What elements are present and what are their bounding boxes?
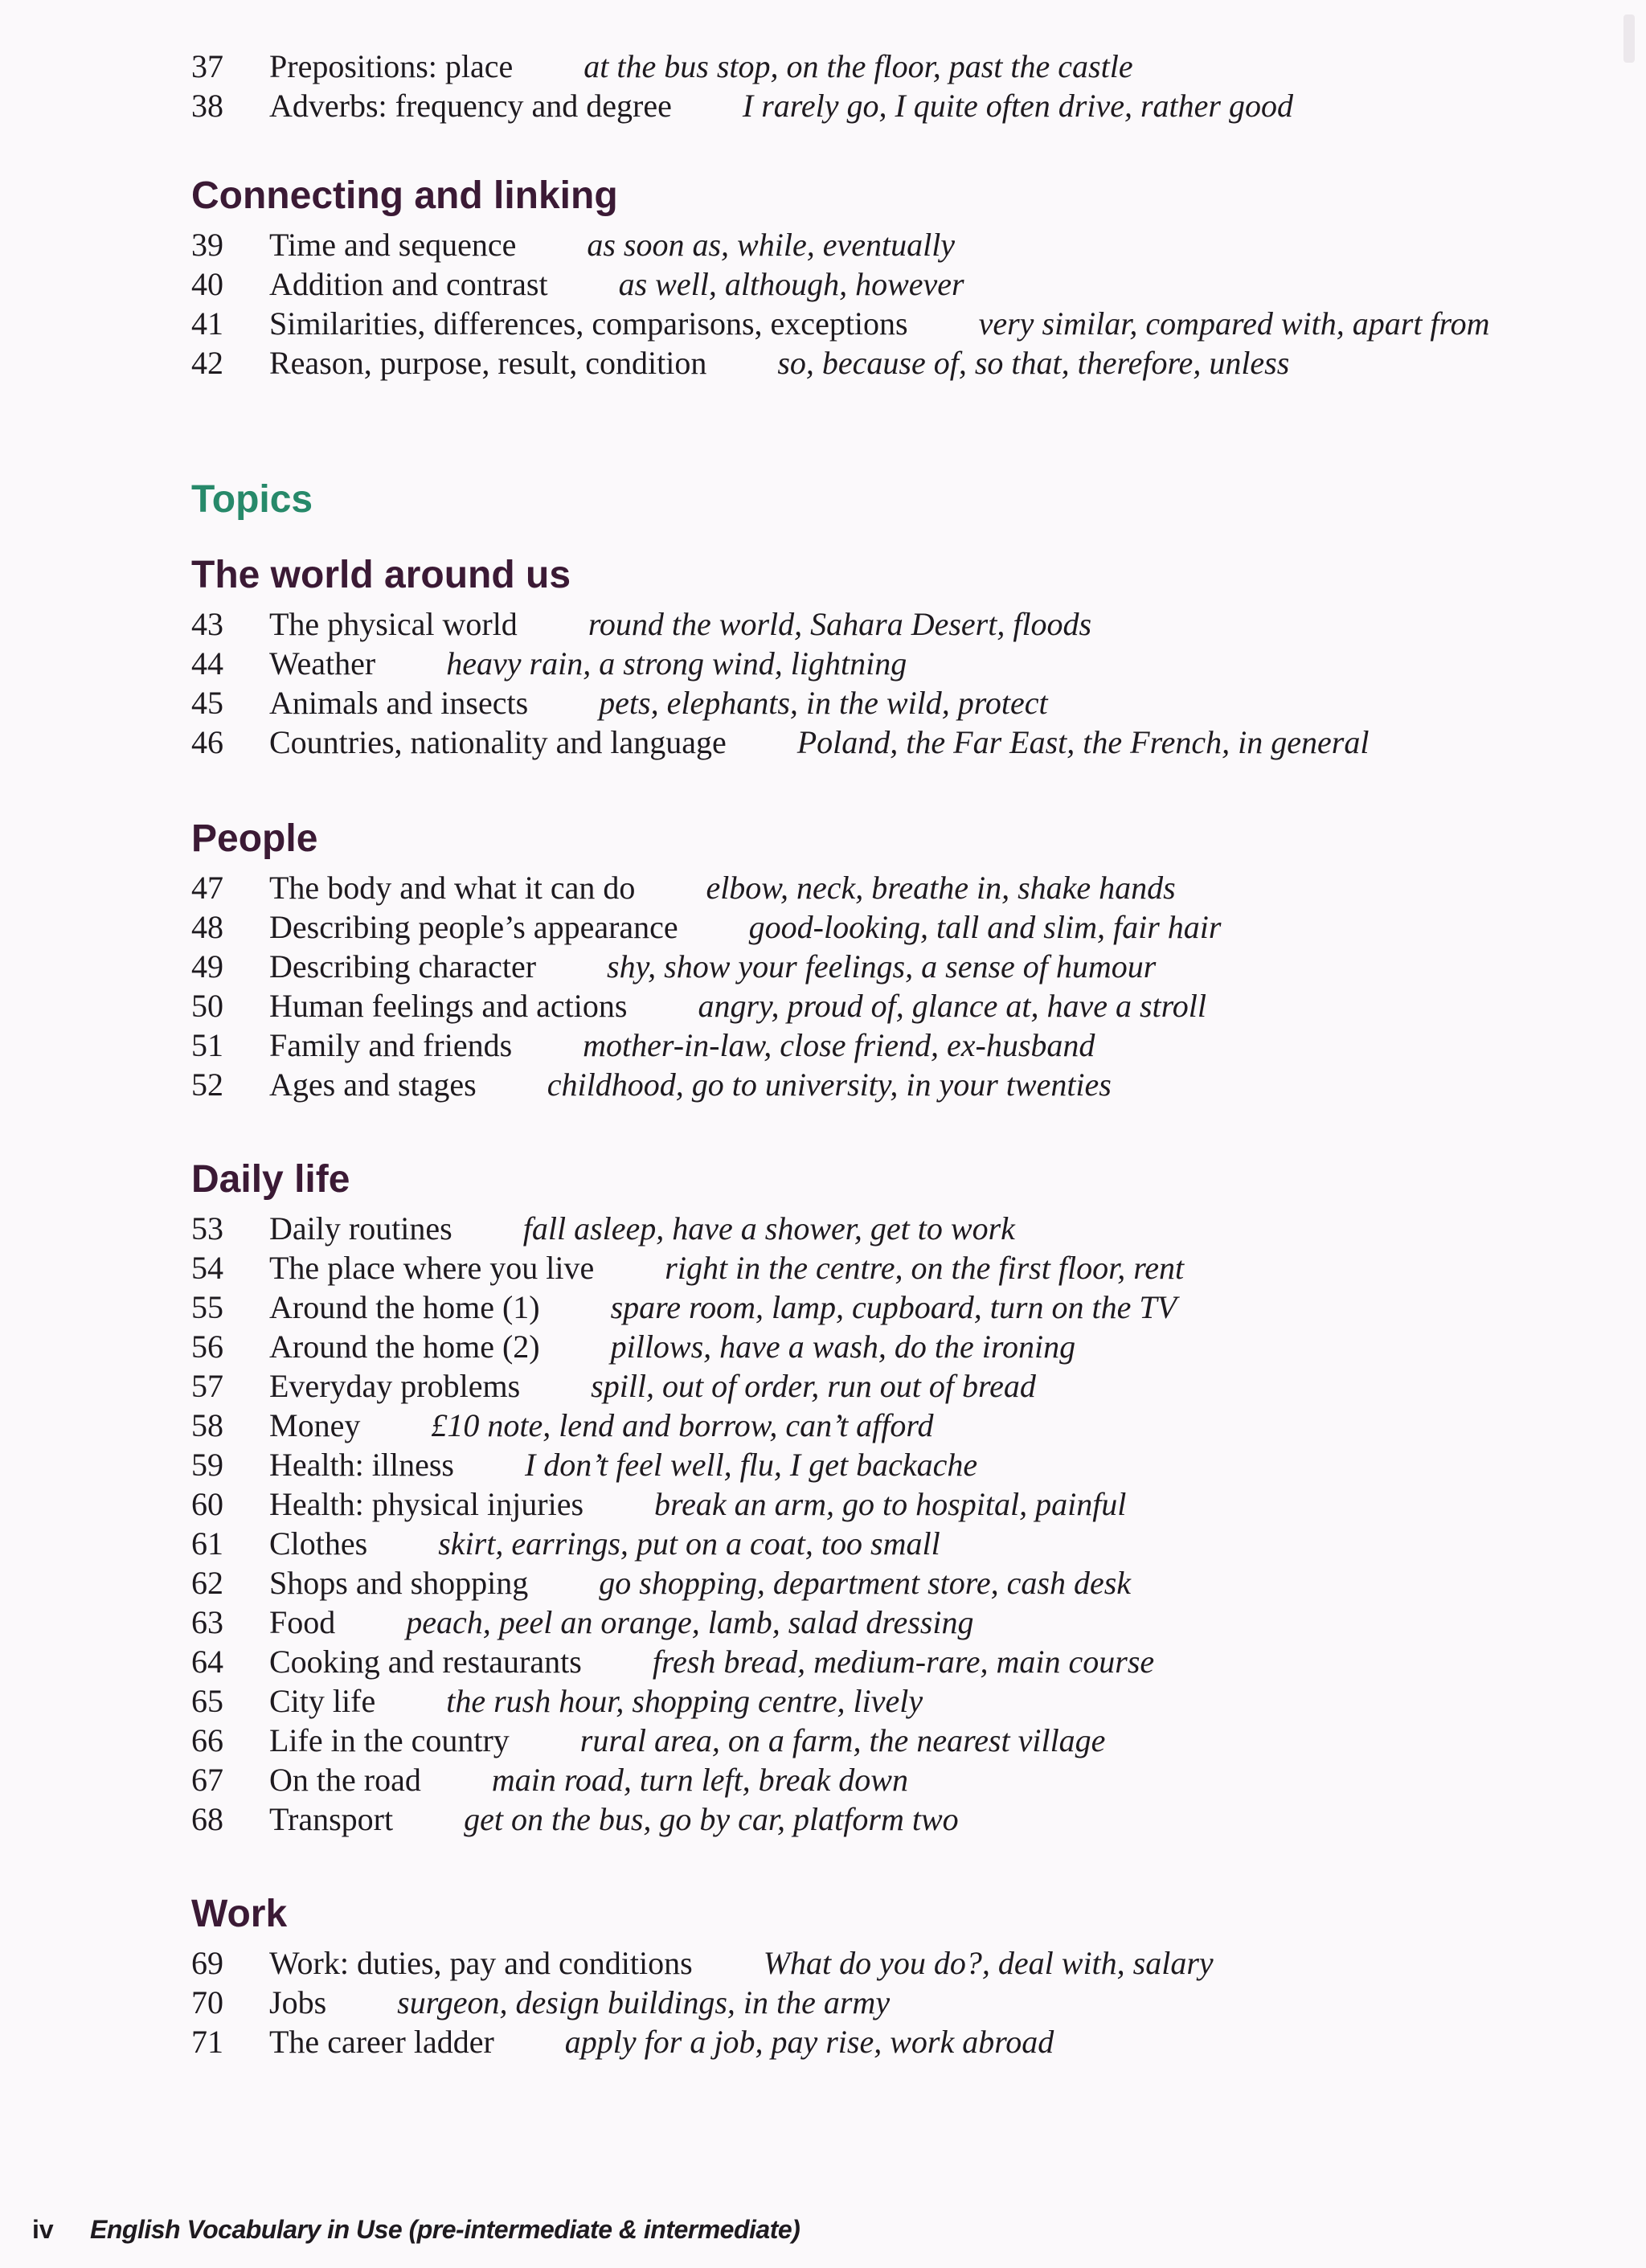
unit-number: 66 — [191, 1722, 223, 1758]
unit-number: 54 — [191, 1250, 223, 1286]
unit-examples: childhood, go to university, in your twenties — [547, 1066, 1112, 1103]
page-footer — [32, 2213, 800, 2245]
unit-examples: fresh bread, medium-rare, main course — [652, 1644, 1155, 1680]
unit-title: Money — [269, 1407, 361, 1443]
unit-title: Family and friends — [269, 1027, 513, 1063]
unit-number: 45 — [191, 685, 223, 721]
unit-title: Addition and contrast — [269, 266, 548, 302]
unit-number: 62 — [191, 1565, 223, 1601]
section-heading: Daily life — [191, 1158, 350, 1201]
unit-number: 46 — [191, 724, 223, 760]
unit-examples: fall asleep, have a shower, get to work — [522, 1210, 1015, 1247]
unit-examples: very similar, compared with, apart from — [978, 305, 1490, 342]
unit-examples: the rush hour, shopping centre, lively — [446, 1683, 923, 1719]
part-heading: Topics — [191, 478, 313, 521]
unit-number: 71 — [191, 2024, 223, 2060]
unit-examples: I rarely go, I quite often drive, rather good — [742, 88, 1293, 124]
unit-number: 51 — [191, 1027, 223, 1063]
unit-examples: good-looking, tall and slim, fair hair — [748, 909, 1222, 945]
unit-examples: main road, turn left, break down — [491, 1762, 908, 1798]
unit-number: 47 — [191, 870, 223, 906]
page-number: iv — [32, 2215, 54, 2244]
unit-number: 37 — [191, 48, 223, 84]
unit-entry — [191, 1406, 1558, 1445]
section-continued — [191, 47, 1558, 125]
unit-entry — [191, 1065, 1558, 1104]
unit-examples: surgeon, design buildings, in the army — [397, 1984, 891, 2020]
unit-examples: break an arm, go to hospital, painful — [654, 1486, 1127, 1522]
unit-number: 48 — [191, 909, 223, 945]
unit-title: Animals and insects — [269, 685, 529, 721]
unit-entry — [191, 225, 1558, 264]
section-heading: People — [191, 817, 318, 860]
unit-number: 44 — [191, 645, 223, 682]
book-title: English Vocabulary in Use (pre-intermediate & intermediate) — [90, 2215, 800, 2244]
unit-number: 49 — [191, 948, 223, 985]
unit-entry — [191, 1445, 1558, 1484]
unit-entry — [191, 1642, 1558, 1681]
unit-examples: shy, show your feelings, a sense of humour — [607, 948, 1157, 985]
section-heading: The world around us — [191, 554, 571, 596]
unit-entry — [191, 1943, 1558, 1983]
unit-entry — [191, 1366, 1558, 1406]
unit-examples: Poland, the Far East, the French, in general — [796, 724, 1370, 760]
unit-entry — [191, 1760, 1558, 1799]
unit-entry — [191, 683, 1558, 723]
unit-examples: at the bus stop, on the floor, past the castle — [583, 48, 1133, 84]
unit-examples: so, because of, so that, therefore, unless — [777, 345, 1290, 381]
unit-number: 41 — [191, 305, 223, 342]
unit-title: Work: duties, pay and conditions — [269, 1945, 693, 1981]
unit-entry — [191, 1026, 1558, 1065]
unit-examples: elbow, neck, breathe in, shake hands — [706, 870, 1176, 906]
unit-title: Everyday problems — [269, 1368, 521, 1404]
unit-examples: mother-in-law, close friend, ex-husband — [583, 1027, 1095, 1063]
unit-title: Prepositions: place — [269, 48, 514, 84]
unit-number: 57 — [191, 1368, 223, 1404]
unit-number: 68 — [191, 1801, 223, 1837]
unit-examples: What do you do?, deal with, salary — [763, 1945, 1214, 1981]
unit-entry — [191, 343, 1558, 383]
unit-number: 58 — [191, 1407, 223, 1443]
unit-number: 65 — [191, 1683, 223, 1719]
unit-number: 70 — [191, 1984, 223, 2020]
unit-number: 59 — [191, 1447, 223, 1483]
unit-entry — [191, 868, 1558, 907]
unit-entry — [191, 1484, 1558, 1524]
unit-examples: £10 note, lend and borrow, can’t afford — [431, 1407, 934, 1443]
unit-number: 67 — [191, 1762, 223, 1798]
unit-entry — [191, 1983, 1558, 2022]
unit-examples: skirt, earrings, put on a coat, too small — [438, 1525, 940, 1562]
unit-number: 39 — [191, 227, 223, 263]
unit-examples: get on the bus, go by car, platform two — [464, 1801, 959, 1837]
unit-title: Shops and shopping — [269, 1565, 529, 1601]
unit-entry — [191, 604, 1558, 644]
unit-examples: angry, proud of, glance at, have a stroll — [698, 988, 1206, 1024]
unit-number: 63 — [191, 1604, 223, 1640]
unit-number: 56 — [191, 1328, 223, 1365]
unit-examples: apply for a job, pay rise, work abroad — [564, 2024, 1054, 2060]
unit-title: City life — [269, 1683, 376, 1719]
unit-title: Cooking and restaurants — [269, 1644, 582, 1680]
unit-title: Weather — [269, 645, 376, 682]
unit-entry — [191, 1563, 1558, 1603]
page-edge-mark — [1623, 14, 1635, 63]
unit-entry — [191, 304, 1558, 343]
unit-title: Around the home (1) — [269, 1289, 540, 1325]
unit-title: Describing character — [269, 948, 537, 985]
unit-examples: pillows, have a wash, do the ironing — [610, 1328, 1076, 1365]
unit-number: 42 — [191, 345, 223, 381]
section-the-world-around-us — [191, 550, 1558, 762]
unit-title: Transport — [269, 1801, 394, 1837]
unit-title: On the road — [269, 1762, 421, 1798]
section-connecting-and-linking — [191, 170, 1558, 383]
unit-examples: I don’t feel well, flu, I get backache — [524, 1447, 978, 1483]
unit-entry — [191, 1288, 1558, 1327]
section-work — [191, 1889, 1558, 2061]
section-daily-life — [191, 1154, 1558, 1839]
unit-entry — [191, 644, 1558, 683]
unit-examples: as well, although, however — [618, 266, 964, 302]
unit-number: 64 — [191, 1644, 223, 1680]
unit-title: Around the home (2) — [269, 1328, 540, 1365]
unit-title: Similarities, differences, comparisons, exceptions — [269, 305, 908, 342]
part-topics — [191, 474, 1558, 529]
unit-examples: round the world, Sahara Desert, floods — [588, 606, 1092, 642]
section-people — [191, 813, 1558, 1104]
unit-examples: peach, peel an orange, lamb, salad dressing — [406, 1604, 974, 1640]
unit-title: Daily routines — [269, 1210, 452, 1247]
unit-examples: heavy rain, a strong wind, lightning — [446, 645, 907, 682]
unit-number: 60 — [191, 1486, 223, 1522]
unit-title: Health: illness — [269, 1447, 454, 1483]
unit-examples: spare room, lamp, cupboard, turn on the TV — [610, 1289, 1177, 1325]
unit-examples: go shopping, department store, cash desk — [599, 1565, 1132, 1601]
unit-number: 38 — [191, 88, 223, 124]
unit-number: 55 — [191, 1289, 223, 1325]
section-heading: Connecting and linking — [191, 174, 618, 217]
unit-entry — [191, 1327, 1558, 1366]
section-heading: Work — [191, 1893, 288, 1935]
unit-examples: right in the centre, on the first floor, rent — [665, 1250, 1185, 1286]
unit-entry — [191, 1603, 1558, 1642]
unit-title: Time and sequence — [269, 227, 517, 263]
unit-entry — [191, 264, 1558, 304]
unit-number: 53 — [191, 1210, 223, 1247]
unit-title: Adverbs: frequency and degree — [269, 88, 672, 124]
unit-title: Countries, nationality and language — [269, 724, 727, 760]
unit-number: 40 — [191, 266, 223, 302]
unit-title: Human feelings and actions — [269, 988, 628, 1024]
unit-number: 50 — [191, 988, 223, 1024]
unit-entry — [191, 1681, 1558, 1721]
unit-title: The place where you live — [269, 1250, 595, 1286]
unit-title: Reason, purpose, result, condition — [269, 345, 707, 381]
unit-entry — [191, 47, 1558, 86]
unit-title: Jobs — [269, 1984, 327, 2020]
unit-examples: as soon as, while, eventually — [587, 227, 956, 263]
unit-number: 69 — [191, 1945, 223, 1981]
unit-entry — [191, 1248, 1558, 1288]
unit-title: Health: physical injuries — [269, 1486, 584, 1522]
unit-title: Clothes — [269, 1525, 368, 1562]
unit-entry — [191, 1209, 1558, 1248]
unit-entry — [191, 2022, 1558, 2061]
unit-number: 61 — [191, 1525, 223, 1562]
unit-examples: pets, elephants, in the wild, protect — [599, 685, 1048, 721]
unit-examples: spill, out of order, run out of bread — [591, 1368, 1036, 1404]
unit-title: Ages and stages — [269, 1066, 477, 1103]
unit-title: Life in the country — [269, 1722, 510, 1758]
unit-entry — [191, 723, 1558, 762]
unit-entry — [191, 947, 1558, 986]
unit-title: The body and what it can do — [269, 870, 636, 906]
unit-title: Describing people’s appearance — [269, 909, 678, 945]
unit-entry — [191, 1799, 1558, 1839]
unit-title: The physical world — [269, 606, 518, 642]
unit-number: 43 — [191, 606, 223, 642]
unit-title: Food — [269, 1604, 336, 1640]
unit-entry — [191, 907, 1558, 947]
unit-examples: rural area, on a farm, the nearest village — [579, 1722, 1106, 1758]
unit-entry — [191, 1721, 1558, 1760]
unit-entry — [191, 986, 1558, 1026]
unit-title: The career ladder — [269, 2024, 494, 2060]
unit-number: 52 — [191, 1066, 223, 1103]
unit-entry — [191, 86, 1558, 125]
unit-entry — [191, 1524, 1558, 1563]
